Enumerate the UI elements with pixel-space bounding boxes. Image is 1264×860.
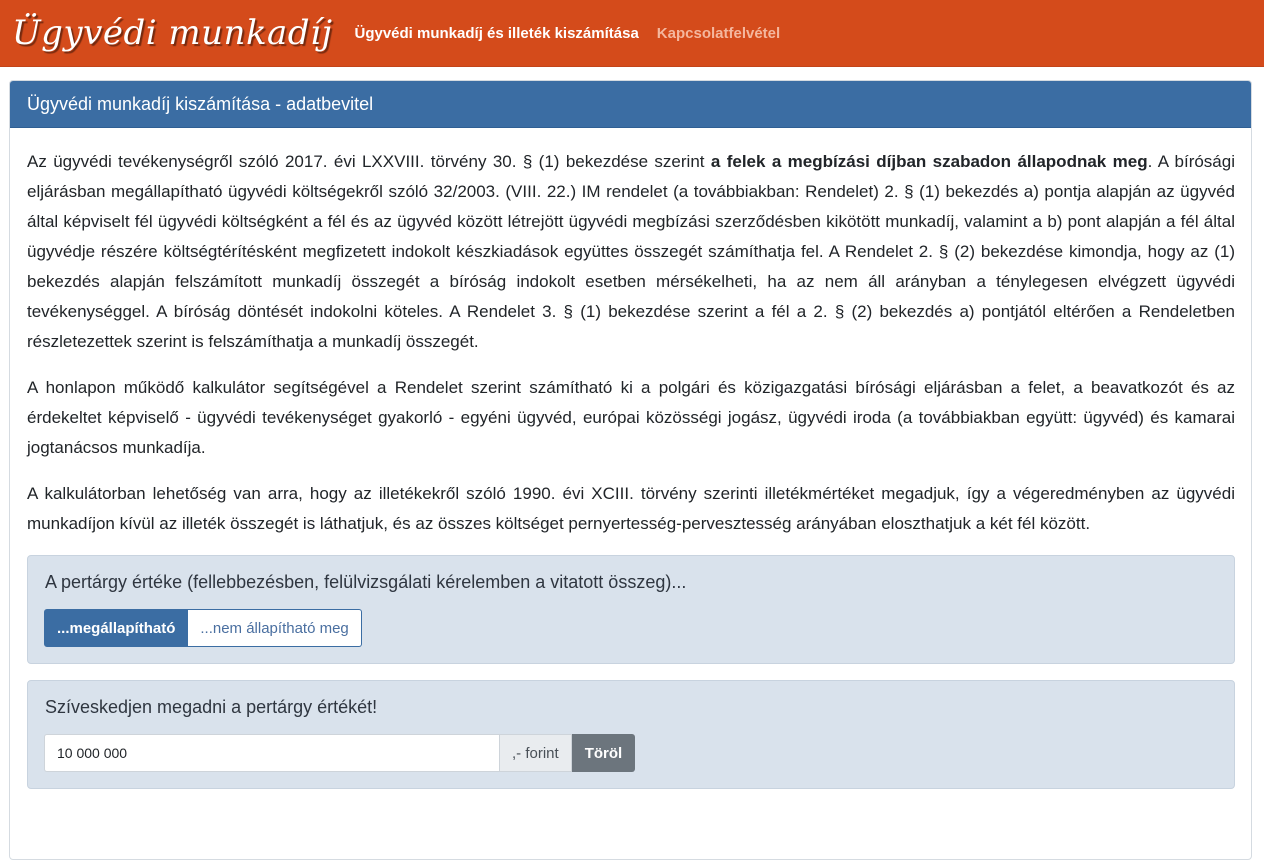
not-determinable-button[interactable]: ...nem állapítható meg — [188, 609, 361, 647]
navbar — [0, 0, 1264, 67]
intro-paragraph-3: A kalkulátorban lehetőség van arra, hogy az illetékekről szóló 1990. évi XCIII. törvény szerinti illetékmértéket megadjuk, így a végeredményben az ügyvédi munkadíjon kívül az illeték összegét is láthatjuk, és az összes költséget pernyertesség-pervesztesség arányában eloszthatjuk a két fél között. — [27, 484, 1235, 533]
nav-link-contact[interactable]: Kapcsolatfelvétel — [656, 24, 781, 42]
intro-p1-end: . A bírósági eljárásban megállapítható ügyvédi költségekről szóló 32/2003. (VIII. 22.) IM rendelet (a továbbiakban: Rendelet) 2. § (1) bekezdés a) pontja alapján az ügyvéd által képviselt fél ügyvédi költségként a fél és az ügyvéd között létrejött ügyvédi megbízási szerződésben kikötött munkadíj, valamint a b) pont alapján a fél által ügyvédje részére költségtérítésként megfizetett indokolt készkiadások együttes összegét számíthatja fel. A Rendelet 2. § (2) bekezdése kimondja, hogy az (1) bekezdés alapján felszámított munkadíj összegét a bíróság indokolt esetben mérsékelheti, ha az nem áll arányban a ténylegesen elvégzett ügyvédi tevékenységgel. A bíróság döntését indokolni köteles. A Rendelet 3. § (1) bekezdése szerint a fél a 2. § (2) bekezdés a) pontjától eltérően a Rendeletben részletezettek szerint is felszámíthatja a munkadíj összegét. — [27, 152, 1235, 351]
card-title: Ügyvédi munkadíj kiszámítása - adatbevitel — [10, 81, 1251, 128]
subject-value-panel — [27, 555, 1235, 664]
intro-p1-start: Az ügyvédi tevékenységről szóló 2017. évi LXXVIII. törvény 30. § (1) bekezdése szerint — [27, 152, 711, 171]
determinable-button[interactable]: ...megállapítható — [44, 609, 188, 647]
subject-value-input[interactable] — [44, 734, 499, 772]
brand-logo[interactable]: Ügyvédi munkadíj — [12, 13, 333, 53]
card-body — [10, 128, 1251, 789]
calculator-card — [9, 80, 1252, 860]
value-input-question: Szíveskedjen megadni a pertárgy értékét! — [45, 697, 378, 717]
subject-value-toggle — [44, 609, 1218, 647]
subject-value-question: A pertárgy értéke (fellebbezésben, felülvizsgálati kérelemben a vitatott összeg)... — [45, 572, 687, 592]
intro-p1-bold: a felek a megbízási díjban szabadon állapodnak meg — [710, 152, 1148, 171]
clear-button[interactable]: Töröl — [572, 734, 636, 772]
currency-addon: ,- forint — [499, 734, 572, 772]
intro-paragraph-1 — [27, 147, 1235, 357]
nav-link-calculator[interactable]: Ügyvédi munkadíj és illeték kiszámítása — [354, 24, 639, 42]
intro-text — [27, 147, 1235, 539]
intro-paragraph-2: A honlapon működő kalkulátor segítségével a Rendelet szerint számítható ki a polgári és közigazgatási bírósági eljárásban a felet, a beavatkozót és az érdekeltet képviselő - ügyvédi tevékenységet gyakorló - egyéni ügyvéd, európai közösségi jogász, ügyvédi iroda (a továbbiakban együtt: ügyvéd) és kamarai jogtanácsos munkadíja. — [27, 378, 1235, 457]
value-input-group — [44, 734, 1218, 772]
value-input-panel — [27, 680, 1235, 789]
